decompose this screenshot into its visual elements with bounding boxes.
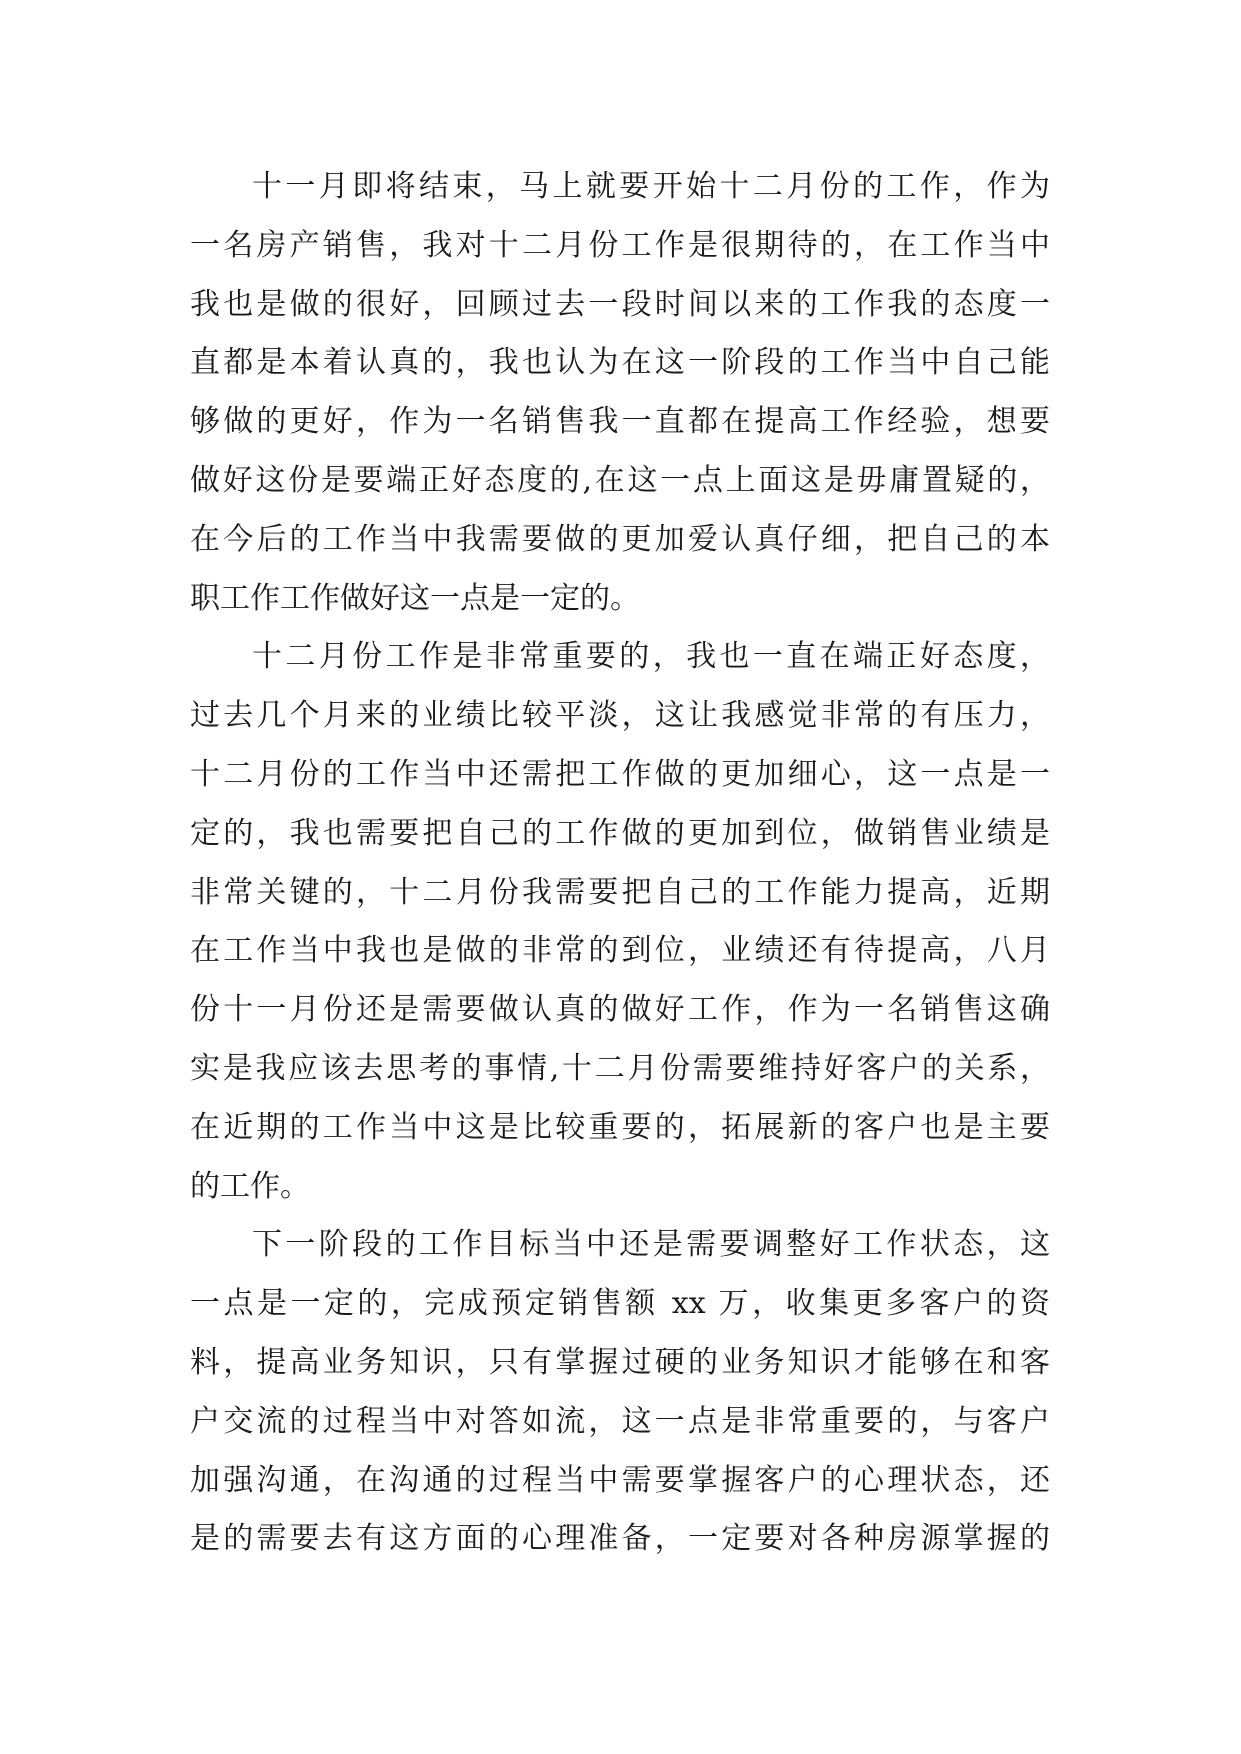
paragraph-2-line-7: 份十一月份还是需要做认真的做好工作，作为一名销售这确 xyxy=(190,992,1050,1028)
paragraph-2-line-10: 的工作。 xyxy=(190,1168,310,1204)
paragraph-2-line-9: 在近期的工作当中这是比较重要的，拓展新的客户也是主要 xyxy=(190,1109,1050,1145)
paragraph-3-line-6: 是的需要去有这方面的心理准备，一定要对各种房源掌握的 xyxy=(190,1521,1050,1557)
paragraph-2-line-8: 实是我应该去思考的事情,十二月份需要维持好客户的关系， xyxy=(190,1050,1050,1086)
paragraph-3-line-4: 户交流的过程当中对答如流，这一点是非常重要的，与客户 xyxy=(190,1403,1050,1439)
paragraph-2-line-1: 十二月份工作是非常重要的，我也一直在端正好态度， xyxy=(252,639,1050,675)
paragraph-1-line-6: 做好这份是要端正好态度的,在这一点上面这是毋庸置疑的， xyxy=(190,462,1050,498)
paragraph-2-line-2: 过去几个月来的业绩比较平淡，这让我感觉非常的有压力， xyxy=(190,698,1050,734)
paragraph-1-line-5: 够做的更好，作为一名销售我一直都在提高工作经验，想要 xyxy=(190,404,1050,440)
paragraph-1-line-7: 在今后的工作当中我需要做的更加爱认真仔细，把自己的本 xyxy=(190,521,1050,557)
paragraph-3-line-5: 加强沟通，在沟通的过程当中需要掌握客户的心理状态，还 xyxy=(190,1462,1050,1498)
paragraph-2-line-4: 定的，我也需要把自己的工作做的更加到位，做销售业绩是 xyxy=(190,815,1050,851)
paragraph-3-line-2: 一点是一定的，完成预定销售额 xx 万，收集更多客户的资 xyxy=(190,1286,1050,1322)
paragraph-2-line-5: 非常关键的，十二月份我需要把自己的工作能力提高，近期 xyxy=(190,874,1050,910)
paragraph-1-line-4: 直都是本着认真的，我也认为在这一阶段的工作当中自己能 xyxy=(190,345,1050,381)
paragraph-1-line-2: 一名房产销售，我对十二月份工作是很期待的，在工作当中 xyxy=(190,227,1050,263)
paragraph-2-line-6: 在工作当中我也是做的非常的到位，业绩还有待提高，八月 xyxy=(190,933,1050,969)
paragraph-1-line-8: 职工作工作做好这一点是一定的。 xyxy=(190,580,640,616)
paragraph-2-line-3: 十二月份的工作当中还需把工作做的更加细心，这一点是一 xyxy=(190,756,1050,792)
paragraph-1-line-3: 我也是做的很好，回顾过去一段时间以来的工作我的态度一 xyxy=(190,286,1050,322)
body-text xyxy=(190,158,1050,1569)
paragraph-1-line-1: 十一月即将结束，马上就要开始十二月份的工作，作为 xyxy=(252,169,1050,204)
paragraph-3-line-1: 下一阶段的工作目标当中还是需要调整好工作状态，这 xyxy=(252,1227,1050,1263)
paragraph-3-line-3: 料，提高业务知识，只有掌握过硬的业务知识才能够在和客 xyxy=(190,1344,1050,1380)
